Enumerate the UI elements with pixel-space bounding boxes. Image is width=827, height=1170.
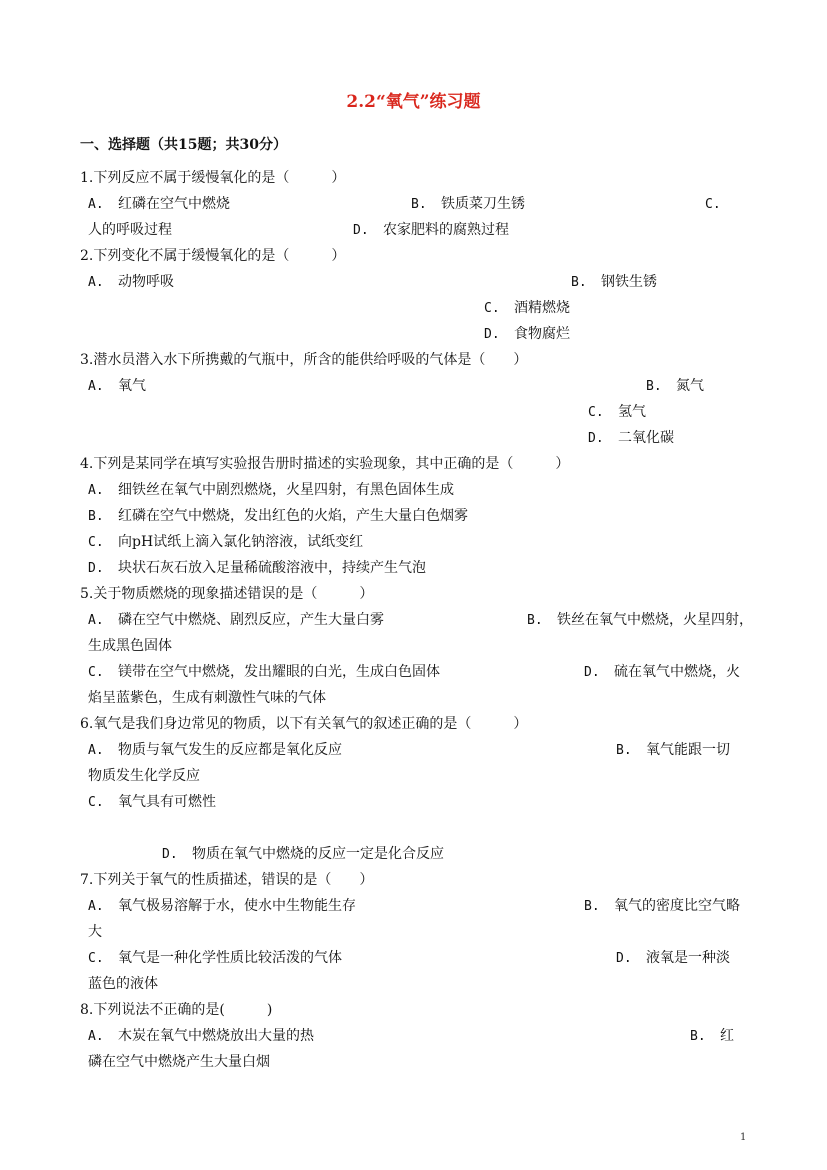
question-3-option-c[interactable] <box>588 402 646 423</box>
option-label: B. <box>616 743 632 758</box>
option-label: B. <box>527 613 543 628</box>
option-label: C. <box>484 301 500 316</box>
option-text: 块状石灰石放入足量稀硫酸溶液中，持续产生气泡 <box>118 560 426 576</box>
question-7-stem: 7.下列关于氧气的性质描述，错误的是（ ） <box>80 872 374 888</box>
option-label: C. <box>705 197 721 212</box>
option-text: 钢铁生锈 <box>601 274 657 290</box>
option-text: 物质与氧气发生的反应都是氧化反应 <box>118 742 342 758</box>
option-text: 焰呈蓝紫色，生成有刺激性气味的气体 <box>88 690 326 706</box>
option-label: B. <box>411 197 427 212</box>
option-text: 细铁丝在氧气中剧烈燃烧，火星四射，有黑色固体生成 <box>118 482 454 498</box>
option-text: 食物腐烂 <box>514 326 570 342</box>
question-7-option-d-cont[interactable] <box>88 974 158 994</box>
option-text: 物质发生化学反应 <box>88 768 200 784</box>
option-label: D. <box>584 665 600 680</box>
option-text: 二氧化碳 <box>618 430 674 446</box>
option-text: 氢气 <box>618 404 646 420</box>
option-text: 氧气的密度比空气略 <box>614 898 740 914</box>
option-text: 酒精燃烧 <box>514 300 570 316</box>
option-text: 磷在空气中燃烧产生大量白烟 <box>88 1054 270 1070</box>
question-3-option-b[interactable] <box>646 376 704 397</box>
option-text: 氮气 <box>676 378 704 394</box>
question-7-option-a[interactable] <box>88 896 356 917</box>
question-2-option-c[interactable] <box>484 298 570 319</box>
question-5-option-a[interactable] <box>88 610 384 631</box>
question-5-option-d-cont[interactable] <box>88 688 326 708</box>
option-text: 磷在空气中燃烧、剧烈反应，产生大量白雾 <box>118 612 384 628</box>
option-text: 动物呼吸 <box>118 274 174 290</box>
question-3-option-a[interactable] <box>88 376 146 397</box>
option-text: 氧气具有可燃性 <box>118 794 216 810</box>
option-text: 生成黑色固体 <box>88 638 172 654</box>
option-label: D. <box>616 951 632 966</box>
question-6-option-b[interactable] <box>616 740 730 761</box>
page-title: 2.2“氧气”练习题 <box>346 92 481 112</box>
question-8-option-a[interactable] <box>88 1026 314 1047</box>
option-text: 液氧是一种淡 <box>646 950 730 966</box>
question-1-option-c[interactable] <box>705 194 735 215</box>
option-label: B. <box>690 1029 706 1044</box>
question-2-option-d[interactable] <box>484 324 570 345</box>
question-3-stem: 3.潜水员潜入水下所携戴的气瓶中，所含的能供给呼吸的气体是（ ） <box>80 352 528 368</box>
question-8-stem: 8.下列说法不正确的是( ) <box>80 1002 273 1018</box>
question-5-option-d[interactable] <box>584 662 740 683</box>
question-4-option-b[interactable] <box>88 506 468 527</box>
option-label: A. <box>88 899 104 914</box>
option-text: 红磷在空气中燃烧 <box>118 196 230 212</box>
option-label: B. <box>571 275 587 290</box>
option-label: B. <box>646 379 662 394</box>
question-4-option-c[interactable] <box>88 532 363 553</box>
option-text: 红磷在空气中燃烧，发出红色的火焰，产生大量白色烟雾 <box>118 508 468 524</box>
question-5-option-b-cont[interactable] <box>88 636 172 656</box>
question-6-option-a[interactable] <box>88 740 342 761</box>
option-label: A. <box>88 197 104 212</box>
option-label: C. <box>88 665 104 680</box>
option-label: A. <box>88 743 104 758</box>
question-6-option-c[interactable] <box>88 792 216 813</box>
option-text: 铁丝在氧气中燃烧，火星四射， <box>557 612 753 628</box>
option-text: 大 <box>88 924 102 940</box>
question-1-stem: 1.下列反应不属于缓慢氧化的是（ ） <box>80 170 346 186</box>
question-1-option-c-text[interactable] <box>88 220 172 240</box>
section-heading: 一、选择题（共15题；共30分） <box>80 137 287 153</box>
question-5-option-b[interactable] <box>527 610 753 631</box>
option-label: C. <box>588 405 604 420</box>
option-label: A. <box>88 275 104 290</box>
question-5-option-c[interactable] <box>88 662 440 683</box>
option-text: 硫在氧气中燃烧，火 <box>614 664 740 680</box>
option-text: 铁质菜刀生锈 <box>441 196 525 212</box>
question-8-option-b-cont[interactable] <box>88 1052 270 1072</box>
option-label: C. <box>88 951 104 966</box>
page-number: 1 <box>740 1132 747 1143</box>
option-text: 向pH试纸上滴入氯化钠溶液，试纸变红 <box>118 534 364 550</box>
option-label: A. <box>88 1029 104 1044</box>
question-7-option-b-cont[interactable] <box>88 922 102 942</box>
option-label: A. <box>88 379 104 394</box>
question-4-option-a[interactable] <box>88 480 454 501</box>
question-5-stem: 5.关于物质燃烧的现象描述错误的是（ ） <box>80 586 374 602</box>
option-label: B. <box>88 509 104 524</box>
question-7-option-c[interactable] <box>88 948 342 969</box>
question-2-option-b[interactable] <box>571 272 657 293</box>
option-text: 镁带在空气中燃烧，发出耀眼的白光，生成白色固体 <box>118 664 440 680</box>
option-label: D. <box>484 327 500 342</box>
question-4-option-d[interactable] <box>88 558 426 579</box>
option-label: D. <box>588 431 604 446</box>
question-6-option-d[interactable] <box>162 844 444 865</box>
option-label: D. <box>353 223 369 238</box>
option-label: D. <box>162 847 178 862</box>
option-label: C. <box>88 535 104 550</box>
option-label: B. <box>584 899 600 914</box>
option-text: 氧气 <box>118 378 146 394</box>
question-1-option-a[interactable] <box>88 194 230 215</box>
option-text: 农家肥料的腐熟过程 <box>383 222 509 238</box>
option-text: 物质在氧气中燃烧的反应一定是化合反应 <box>192 846 444 862</box>
question-7-option-b[interactable] <box>584 896 740 917</box>
option-label: A. <box>88 483 104 498</box>
option-label: D. <box>88 561 104 576</box>
option-text: 人的呼吸过程 <box>88 222 172 238</box>
option-text: 氧气是一种化学性质比较活泼的气体 <box>118 950 342 966</box>
question-3-option-d[interactable] <box>588 428 674 449</box>
question-2-stem: 2.下列变化不属于缓慢氧化的是（ ） <box>80 248 346 264</box>
option-text: 蓝色的液体 <box>88 976 158 992</box>
question-2-option-a[interactable] <box>88 272 174 293</box>
question-6-option-b-cont[interactable] <box>88 766 200 786</box>
question-8-option-b[interactable] <box>690 1026 734 1047</box>
option-text: 氧气极易溶解于水，使水中生物能生存 <box>118 898 356 914</box>
question-7-option-d[interactable] <box>616 948 730 969</box>
option-label: A. <box>88 613 104 628</box>
question-1-option-d[interactable] <box>353 220 509 241</box>
option-text: 红 <box>720 1028 734 1044</box>
question-6-stem: 6.氧气是我们身边常见的物质，以下有关氧气的叙述正确的是（ ） <box>80 716 528 732</box>
option-text: 氧气能跟一切 <box>646 742 730 758</box>
option-text: 木炭在氧气中燃烧放出大量的热 <box>118 1028 314 1044</box>
question-4-stem: 4.下列是某同学在填写实验报告册时描述的实验现象，其中正确的是（ ） <box>80 456 570 472</box>
option-label: C. <box>88 795 104 810</box>
question-1-option-b[interactable] <box>411 194 525 215</box>
